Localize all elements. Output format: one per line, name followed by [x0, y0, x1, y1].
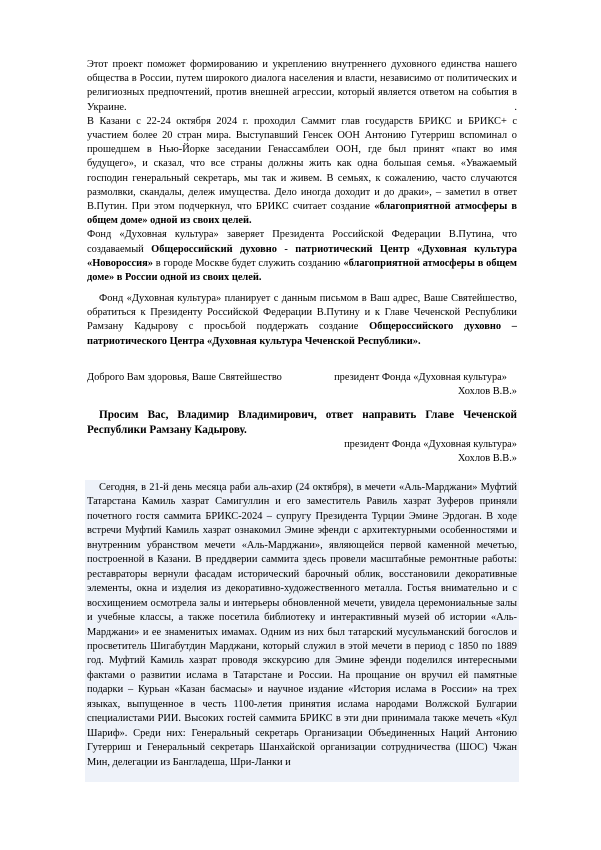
- letter-request: [87, 292, 517, 349]
- paragraph-project: Этот проект поможет формированию и укреплению внутреннего духовного единства нашего общества в России, путем широкого диалога населения и власти, независимо от политических и религиозных предпочтений, против внешней агрессии, который является ответом на события в Украине. .: [87, 59, 517, 113]
- greeting: Доброго Вам здоровья, Ваше Святейшество: [87, 372, 282, 383]
- paragraph-summit: В Казани с 22-24 октября 2024 г. проходил Саммит глав государств БРИКС и БРИКС+ с участием более 20 стран мира. Выступавший Генсек ООН Антонию Гутерриш вспоминал о прошедшем в Нью-Йорке заседании Генассамблеи ООН, где был принят «пакт во имя будущего», и сказал, что все страны должны жить как одна большая семья. «Уважаемый господин генеральный секретарь, мы так и живем. В семьях, к сожалению, часто случаются размолвки, скандалы, дележ имущества. Дело иногда доходит и до драки», – заметил в ответ В.Путин. При этом подчеркнул, что БРИКС считает создание «благоприятной атмосферы в общем доме» одной из своих целей.: [87, 115, 517, 227]
- paragraph-fund: Фонд «Духовная культура» заверяет Президента Российской Федерации В.Путина, что создаваемый Общероссийский духовно - патриотический Центр «Духовная культура «Новороссия» в городе Москве будет служить созданию «благоприятной атмосферы в общем доме» в России одной из своих целей.: [87, 229, 517, 284]
- paragraph-request: Фонд «Духовная культура» планирует с данным письмом в Ваш адрес, Ваше Святейшество, обратиться к Президенту Российской Федерации В.Путину и к Главе Чеченской Республики Рамзану Кадырову с просьбой поддержать создание Общероссийского духовно – патриотического Центра «Духовная культура Чеченской Республики».: [87, 293, 517, 347]
- signature-title: президент Фонда «Духовная культура»: [334, 372, 507, 383]
- signature-title-2: президент Фонда «Духовная культура»: [344, 439, 517, 450]
- signature-name: Хохлов В.В.»: [457, 386, 517, 398]
- signature-block-1: [87, 371, 517, 399]
- plea-text: Просим Вас, Владимир Владимирович, ответ направить Главе Чеченской Республики Рамзану Кадырову.: [87, 409, 517, 436]
- news-text: Сегодня, в 21-й день месяца раби аль-ахир (24 октября), в мечети «Аль-Марджани» Муфтий Татарстана Камиль хазрат Самигуллин и его заместитель Равиль хазрат Зуферов приняли почетного гостя саммита БРИКС-2024 – супругу Президента Турции Эмине Эрдоган. В ходе встречи Муфтий Камиль хазрат ознакомил Эмине эфенди с архитектурными особенностями и внутренним убранством мечети «Аль-Марджани», являющейся первой каменной мечетью, построенной в Казани. В преддверии саммита здесь провели масштабные ремонтные работы: реставраторы вернули фасадам исторический барочный облик, восстановили декоративные элементы, окна и изделия из декоративно-художественного металла. Гостья внимательно и с восхищением осмотрела залы и интерьеры обновленной мечети, увидела церемониальные залы и учебные классы, а также посетила библиотеку и интерактивный музей об истории «Аль-Марджани» и ее знаменитых имамах. Одним из них был татарский мусульманский богослов и просветитель Шигабутдин Марджани, который служил в этой мечети в период с 1850 по 1889 год. Муфтий Камиль хазрат проводя экскурсию для Эмине эфенди поделился интересными фактами о развитии ислама в Татарстане и России. На прощание он вручил ей памятные подарки – Курьан «Казан басмасы» и научное издание «История ислама в России» на трех языках, выпущенное в честь 1100-летия принятия ислама народами Волжской Булгарии специалистами РИИ. Высоких гостей саммита БРИКС в эти дни принимала также мечеть «Кул Шариф». Среди них: Генеральный секретарь Организации Объединенных Наций Антонию Гутерриш и Генеральный секретарь Шанхайской организации сотрудничества (ШОС) Чжан Мин, делегации из Бангладеша, Шри-Ланки и: [87, 482, 517, 768]
- letter-body: [87, 58, 517, 285]
- plea-block: [87, 408, 517, 466]
- signature-name-2: Хохлов В.В.»: [457, 453, 517, 465]
- news-article: [87, 481, 517, 770]
